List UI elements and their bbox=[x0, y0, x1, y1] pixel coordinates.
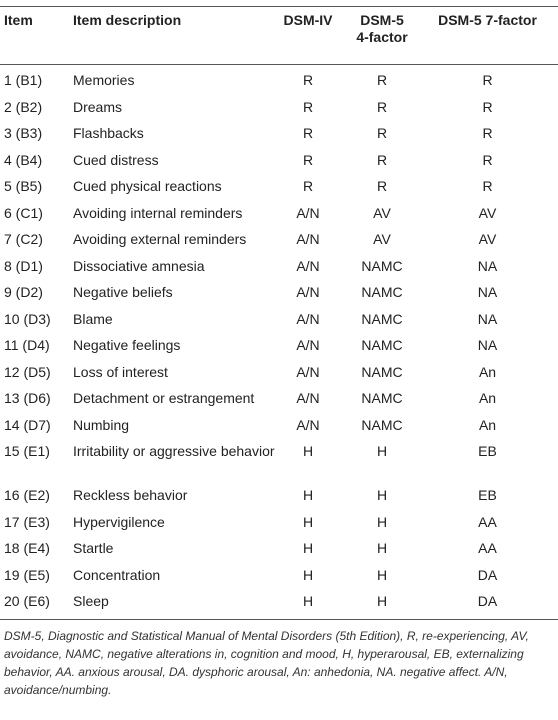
table-row bbox=[0, 509, 558, 536]
table-row bbox=[0, 385, 558, 412]
row-description: Negative feelings bbox=[73, 337, 181, 353]
row-dsm4: A/N bbox=[296, 310, 320, 327]
table-row bbox=[0, 438, 558, 482]
table-row bbox=[0, 588, 558, 615]
row-dsm5-7factor: AA bbox=[478, 513, 497, 530]
row-description: Numbing bbox=[73, 416, 130, 433]
row-item: 10 (D3) bbox=[4, 310, 51, 327]
row-dsm4: H bbox=[302, 443, 314, 459]
row-dsm4: A/N bbox=[296, 416, 320, 433]
table-row bbox=[0, 226, 558, 253]
row-dsm5-4factor: NAMC bbox=[361, 363, 403, 380]
row-dsm5-4factor: NAMC bbox=[361, 337, 403, 353]
row-description: Negative beliefs bbox=[73, 284, 173, 300]
row-item: 4 (B4) bbox=[4, 151, 43, 168]
table-footnote: DSM-5, Diagnostic and Statistical Manual of Mental Disorders (5th Edition), R, re-experiencing, AV, avoidance, NAMC, negative alterations in, cognition and mood, H, hyperarousal, EB, externalizing behavior, AA. anxious arousal, DA. dysphoric arousal, An: anhedonia, NA. negative affect. A/N, avoidance/numbing. bbox=[4, 628, 529, 697]
row-dsm4: H bbox=[302, 593, 314, 609]
row-dsm5-4factor: R bbox=[376, 151, 388, 168]
row-dsm5-4factor: R bbox=[376, 98, 388, 115]
row-item: 14 (D7) bbox=[4, 416, 51, 433]
table-row bbox=[0, 535, 558, 562]
row-item: 5 (B5) bbox=[4, 178, 43, 194]
row-dsm4: H bbox=[302, 513, 314, 530]
row-dsm5-7factor: R bbox=[482, 125, 493, 141]
table-row bbox=[0, 306, 558, 333]
row-description: Avoiding internal reminders bbox=[73, 204, 243, 221]
row-dsm5-4factor: H bbox=[376, 540, 388, 556]
header-dsm5-7factor: DSM-5 7-factor bbox=[438, 12, 537, 28]
row-dsm5-7factor: R bbox=[482, 72, 493, 88]
row-dsm5-4factor: H bbox=[376, 513, 388, 530]
header-item: Item bbox=[4, 12, 33, 28]
row-dsm5-7factor: DA bbox=[477, 593, 498, 609]
table-row bbox=[0, 120, 558, 147]
row-dsm5-7factor: AV bbox=[478, 204, 497, 221]
row-dsm5-7factor: EB bbox=[478, 443, 497, 459]
header-dsm5-4factor bbox=[337, 12, 427, 46]
row-description: Dreams bbox=[73, 98, 123, 115]
row-dsm4: A/N bbox=[296, 363, 320, 380]
row-dsm5-7factor: An bbox=[478, 390, 497, 406]
row-dsm5-4factor: R bbox=[376, 125, 388, 141]
row-dsm5-4factor: H bbox=[376, 593, 388, 609]
table-row bbox=[0, 279, 558, 306]
header-dsm5-4factor-line2: 4-factor bbox=[356, 29, 408, 45]
row-item: 20 (E6) bbox=[4, 593, 50, 609]
row-dsm4: H bbox=[302, 540, 314, 556]
row-item: 7 (C2) bbox=[4, 231, 43, 247]
row-dsm5-7factor: DA bbox=[477, 566, 498, 583]
row-description: Dissociative amnesia bbox=[73, 257, 205, 274]
row-description: Concentration bbox=[73, 566, 161, 583]
row-description: Memories bbox=[73, 72, 135, 88]
header-dsm5-4factor-line1: DSM-5 bbox=[360, 12, 404, 28]
row-dsm4: R bbox=[302, 72, 314, 88]
row-dsm4: H bbox=[302, 487, 314, 503]
row-dsm5-7factor: R bbox=[482, 151, 493, 168]
table-row bbox=[0, 482, 558, 509]
row-description: Reckless behavior bbox=[73, 487, 188, 503]
row-description: Irritability or aggressive behavior bbox=[73, 443, 275, 459]
row-dsm5-7factor: An bbox=[478, 363, 497, 380]
row-dsm5-4factor: NAMC bbox=[361, 310, 403, 327]
row-dsm5-7factor: AV bbox=[478, 231, 497, 247]
row-dsm4: H bbox=[302, 566, 314, 583]
row-description: Cued physical reactions bbox=[73, 178, 222, 194]
row-item: 18 (E4) bbox=[4, 540, 50, 556]
row-item: 9 (D2) bbox=[4, 284, 43, 300]
row-description: Loss of interest bbox=[73, 363, 168, 380]
row-dsm5-7factor: NA bbox=[477, 337, 498, 353]
row-dsm5-4factor: NAMC bbox=[361, 390, 403, 406]
row-dsm5-7factor: AA bbox=[478, 540, 497, 556]
row-item: 12 (D5) bbox=[4, 363, 51, 380]
row-item: 17 (E3) bbox=[4, 513, 50, 530]
row-dsm5-7factor: NA bbox=[477, 284, 498, 300]
row-dsm5-4factor: AV bbox=[373, 204, 391, 221]
table-row bbox=[0, 200, 558, 227]
header-dsm4: DSM-IV bbox=[283, 12, 333, 28]
row-dsm5-4factor: H bbox=[376, 487, 388, 503]
table-row bbox=[0, 147, 558, 174]
row-dsm5-7factor: An bbox=[478, 416, 497, 433]
table-header bbox=[0, 7, 558, 64]
row-dsm5-4factor: R bbox=[376, 178, 388, 194]
row-description: Sleep bbox=[73, 593, 109, 609]
row-description: Flashbacks bbox=[73, 125, 144, 141]
row-dsm5-4factor: NAMC bbox=[361, 416, 403, 433]
row-description: Startle bbox=[73, 540, 114, 556]
row-dsm5-4factor: AV bbox=[373, 231, 391, 247]
row-item: 1 (B1) bbox=[4, 72, 43, 88]
table-row bbox=[0, 332, 558, 359]
row-dsm4: A/N bbox=[296, 284, 320, 300]
row-dsm5-7factor: NA bbox=[477, 257, 498, 274]
row-dsm5-4factor: NAMC bbox=[361, 257, 403, 274]
row-dsm5-4factor: R bbox=[376, 72, 388, 88]
row-dsm5-7factor: R bbox=[482, 98, 493, 115]
row-dsm5-4factor: H bbox=[376, 566, 388, 583]
row-dsm4: A/N bbox=[296, 390, 320, 406]
row-item: 16 (E2) bbox=[4, 487, 50, 503]
row-dsm4: R bbox=[302, 125, 314, 141]
row-item: 2 (B2) bbox=[4, 98, 43, 115]
row-dsm4: R bbox=[302, 151, 314, 168]
row-dsm4: A/N bbox=[296, 204, 320, 221]
row-dsm5-4factor: NAMC bbox=[361, 284, 403, 300]
table-row bbox=[0, 562, 558, 589]
header-description: Item description bbox=[73, 12, 182, 28]
row-item: 3 (B3) bbox=[4, 125, 43, 141]
row-dsm5-7factor: NA bbox=[477, 310, 498, 327]
row-dsm4: A/N bbox=[296, 257, 320, 274]
row-dsm4: A/N bbox=[296, 337, 320, 353]
row-dsm5-4factor: H bbox=[376, 443, 388, 459]
row-description: Blame bbox=[73, 310, 113, 327]
row-dsm5-7factor: EB bbox=[478, 487, 497, 503]
row-item: 13 (D6) bbox=[4, 390, 51, 406]
row-dsm5-7factor: R bbox=[482, 178, 493, 194]
row-item: 19 (E5) bbox=[4, 566, 50, 583]
table-row bbox=[0, 359, 558, 386]
row-dsm4: R bbox=[302, 98, 314, 115]
table-row bbox=[0, 67, 558, 94]
row-dsm4: R bbox=[302, 178, 314, 194]
row-description: Cued distress bbox=[73, 151, 159, 168]
table-row bbox=[0, 173, 558, 200]
row-description: Avoiding external reminders bbox=[73, 231, 247, 247]
row-item: 6 (C1) bbox=[4, 204, 43, 221]
table-body bbox=[0, 65, 558, 615]
row-description: Detachment or estrangement bbox=[73, 390, 255, 406]
table-row bbox=[0, 412, 558, 439]
table-row bbox=[0, 94, 558, 121]
row-item: 8 (D1) bbox=[4, 257, 43, 274]
row-dsm4: A/N bbox=[296, 231, 320, 247]
table-row bbox=[0, 253, 558, 280]
row-item: 11 (D4) bbox=[4, 337, 50, 353]
row-description: Hypervigilence bbox=[73, 513, 165, 530]
row-item: 15 (E1) bbox=[4, 443, 50, 459]
